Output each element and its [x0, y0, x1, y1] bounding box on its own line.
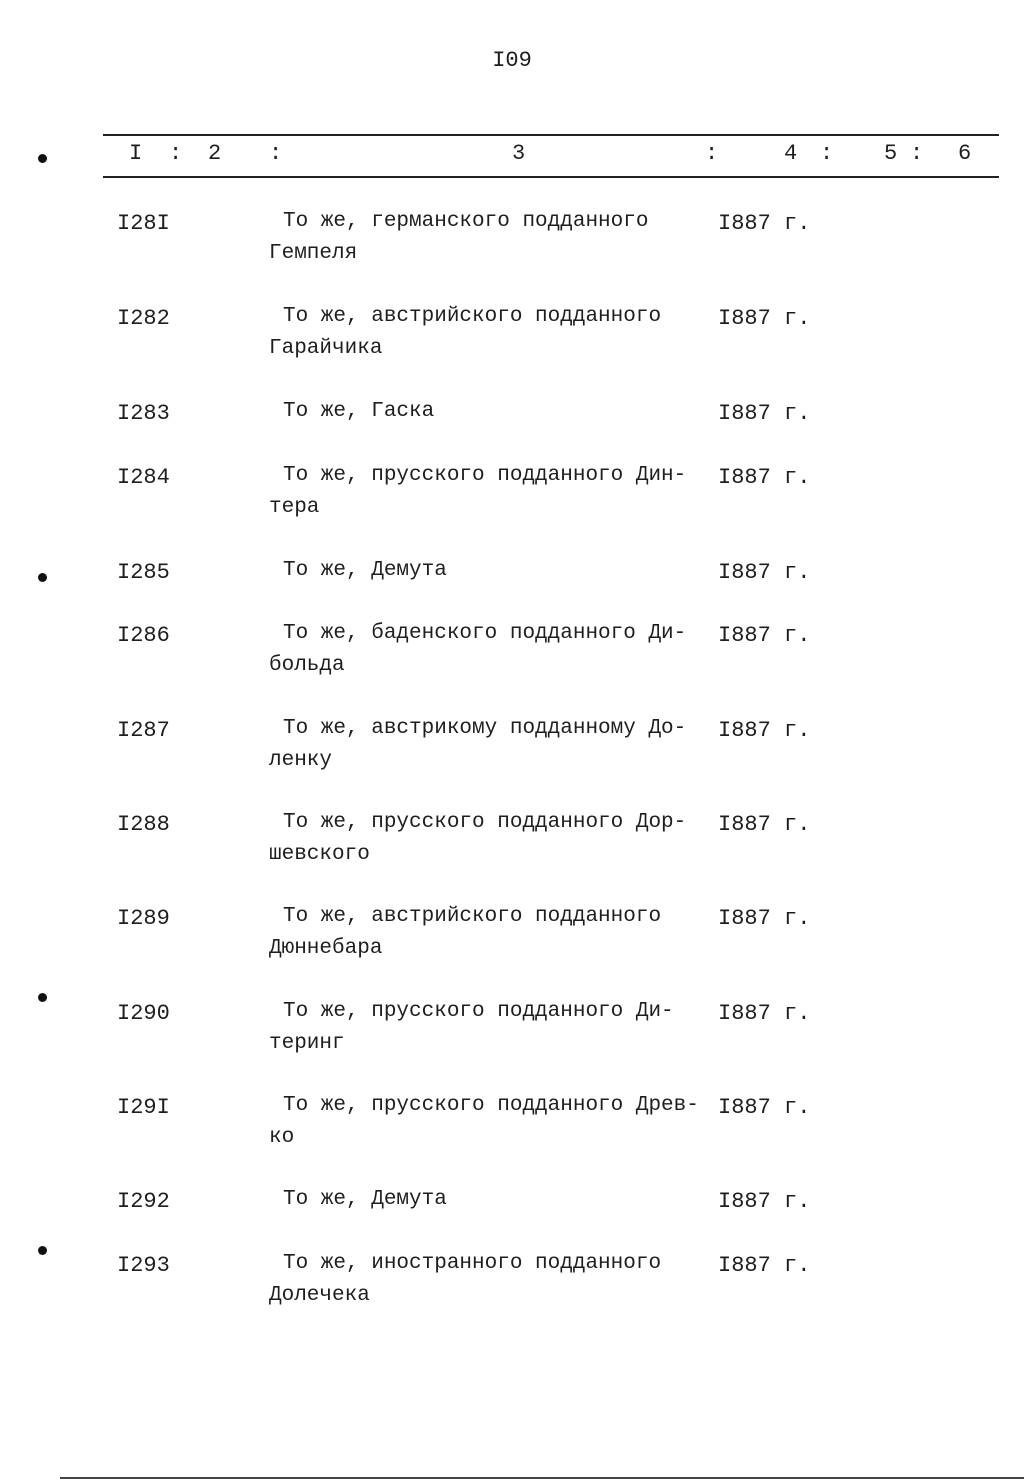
row-number: I282	[117, 306, 170, 331]
row-year: I887 г.	[718, 1095, 811, 1120]
row-description: То же, германского подданного Гемпеля	[269, 210, 649, 265]
table-row	[0, 1001, 1024, 1071]
punch-hole-mark	[38, 1246, 47, 1255]
row-year: I887 г.	[718, 560, 811, 585]
header-separator-5: :	[910, 141, 924, 166]
header-separator-2: :	[269, 141, 283, 166]
table-header-top-rule	[103, 134, 999, 136]
row-year: I887 г.	[718, 1001, 811, 1026]
table-row	[0, 211, 1024, 281]
row-description: То же, Гаска	[283, 400, 435, 423]
row-year: I887 г.	[718, 401, 811, 426]
header-col-3: 3	[512, 141, 526, 166]
row-description: То же, прусского подданного Ди-теринг	[269, 1000, 674, 1055]
header-col-4: 4	[784, 141, 798, 166]
row-number: I284	[117, 465, 170, 490]
row-year: I887 г.	[718, 812, 811, 837]
row-number: I29I	[117, 1095, 170, 1120]
row-number: I289	[117, 906, 170, 931]
row-description: То же, прусского подданного Древ-ко	[269, 1094, 699, 1149]
row-year: I887 г.	[718, 718, 811, 743]
table-row	[0, 1095, 1024, 1165]
row-number: I286	[117, 623, 170, 648]
row-year: I887 г.	[718, 306, 811, 331]
header-col-2: 2	[208, 141, 222, 166]
row-number: I293	[117, 1253, 170, 1278]
table-row	[0, 623, 1024, 693]
row-year: I887 г.	[718, 906, 811, 931]
row-number: I292	[117, 1189, 170, 1214]
table-header-bottom-rule	[103, 176, 999, 178]
header-separator-3: :	[705, 141, 719, 166]
row-year: I887 г.	[718, 465, 811, 490]
row-description: То же, прусского подданного Дин-тера	[269, 464, 687, 519]
row-description: То же, Демута	[283, 1188, 447, 1211]
row-description: То же, австрийского подданного Гарайчика	[269, 305, 662, 360]
row-year: I887 г.	[718, 623, 811, 648]
punch-hole-mark	[38, 993, 47, 1002]
row-description: То же, австрийского подданного Дюннебара	[269, 905, 662, 960]
row-year: I887 г.	[718, 211, 811, 236]
row-number: I290	[117, 1001, 170, 1026]
punch-hole-mark	[38, 573, 47, 582]
row-description: То же, баденского подданного Ди-больда	[269, 622, 687, 677]
punch-hole-mark	[38, 154, 47, 163]
row-description: То же, иностранного подданного Долечека	[269, 1252, 662, 1307]
row-description: То же, Демута	[283, 559, 447, 582]
row-number: I28I	[117, 211, 170, 236]
row-number: I285	[117, 560, 170, 585]
table-row	[0, 718, 1024, 788]
table-row	[0, 465, 1024, 535]
page-number: I09	[492, 48, 532, 73]
row-year: I887 г.	[718, 1253, 811, 1278]
row-number: I283	[117, 401, 170, 426]
row-description: То же, прусского подданного Дор-шевского	[269, 811, 687, 866]
table-row	[0, 812, 1024, 882]
row-number: I287	[117, 718, 170, 743]
table-row	[0, 306, 1024, 376]
row-description: То же, австрикому подданному До-ленку	[269, 717, 687, 772]
header-separator-1: :	[169, 141, 183, 166]
row-year: I887 г.	[718, 1189, 811, 1214]
page-bottom-edge	[60, 1477, 1024, 1479]
header-separator-4: :	[820, 141, 834, 166]
table-row	[0, 1253, 1024, 1323]
header-col-1: I	[129, 141, 143, 166]
header-col-6: 6	[958, 141, 972, 166]
table-row	[0, 906, 1024, 976]
row-number: I288	[117, 812, 170, 837]
header-col-5: 5	[884, 141, 898, 166]
